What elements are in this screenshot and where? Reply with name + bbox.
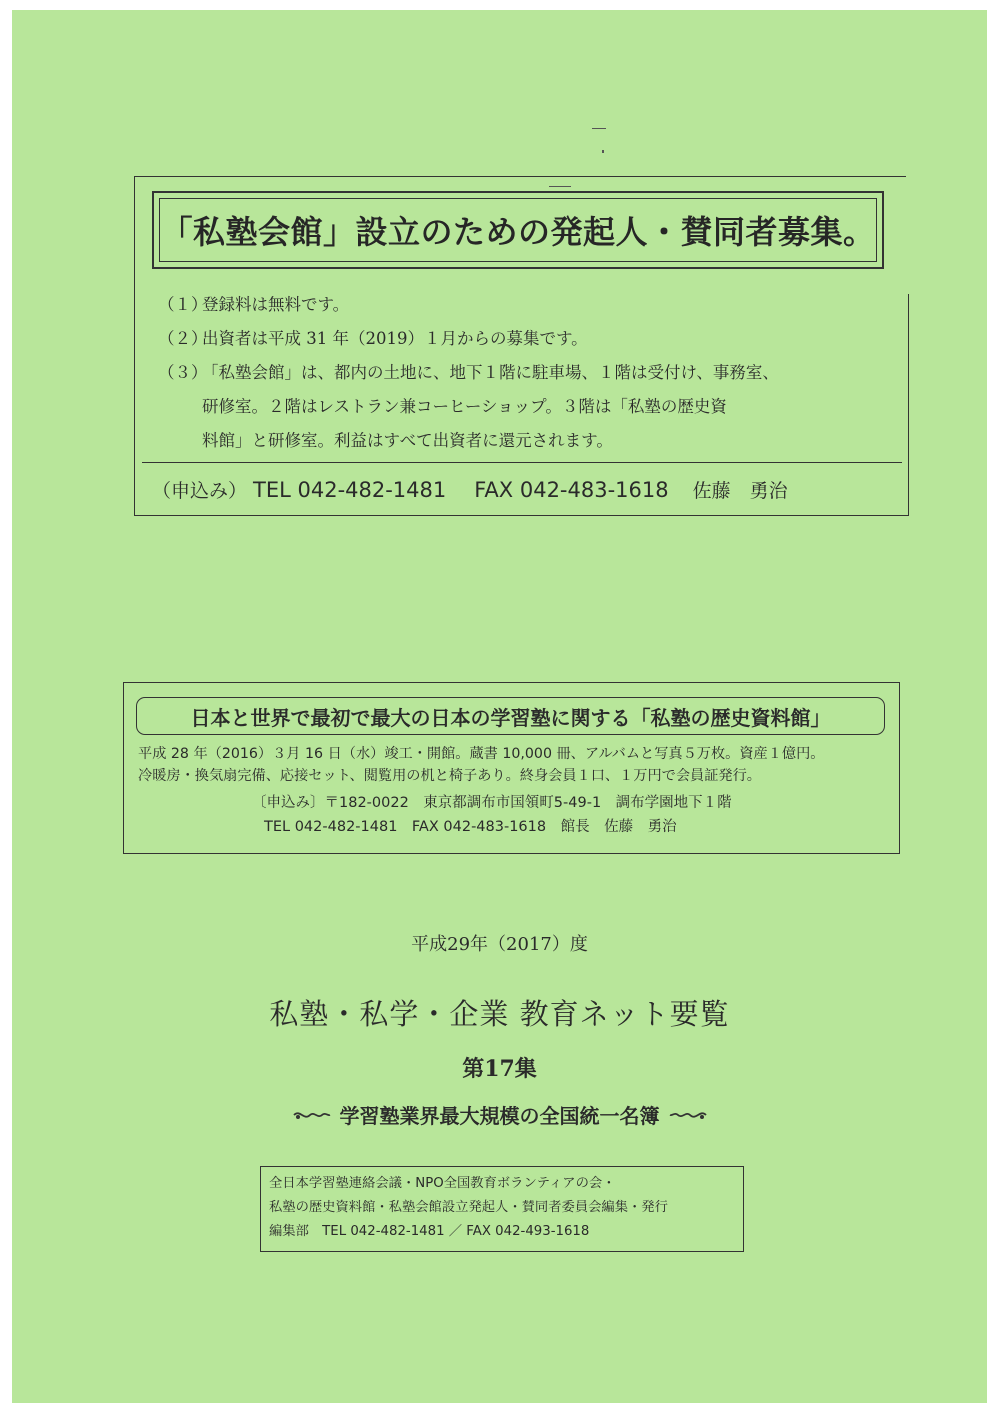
item-text bbox=[202, 322, 898, 356]
publisher-line: 全日本学習塾連絡会議・NPO全国教育ボランティアの会・ bbox=[269, 1176, 616, 1191]
recruitment-item bbox=[158, 356, 898, 458]
publisher-line: 私塾の歴史資料館・私塾会館設立発起人・賛同者委員会編集・発行 bbox=[269, 1200, 668, 1215]
contact-name: 佐藤 勇治 bbox=[692, 480, 788, 502]
item-line: 研修室。２階はレストラン兼コーヒーショップ。３階は「私塾の歴史資 bbox=[202, 397, 727, 416]
museum-box bbox=[123, 682, 900, 854]
item-line: 登録料は無料です。 bbox=[202, 295, 350, 314]
item-line: 料館」と研修室。利益はすべて出資者に還元されます。 bbox=[202, 431, 613, 450]
museum-contact bbox=[252, 791, 732, 839]
recruitment-box-right-border bbox=[908, 294, 909, 516]
publisher-box bbox=[260, 1166, 744, 1252]
subtitle-text: 学習塾業界最大規模の全国統一名簿 bbox=[339, 1104, 660, 1128]
item-number: （２） bbox=[158, 329, 208, 348]
contact-fax: FAX 042-483-1618 bbox=[474, 477, 669, 502]
publication-title: 私塾・私学・企業 教育ネット要覧 bbox=[269, 997, 730, 1031]
item-number: （１） bbox=[158, 295, 208, 314]
scan-mark bbox=[602, 150, 604, 153]
scan-mark bbox=[592, 128, 606, 129]
museum-contact-phone: TEL 042-482-1481 FAX 042-483-1618 館長 佐藤 勇治 bbox=[264, 819, 677, 835]
contact-label: （申込み） bbox=[152, 480, 248, 502]
right-flourish-icon bbox=[668, 1107, 708, 1123]
recruitment-items bbox=[158, 288, 898, 458]
museum-title: 日本と世界で最初で最大の日本の学習塾に関する「私塾の歴史資料館」 bbox=[190, 705, 831, 730]
recruitment-item bbox=[158, 322, 898, 356]
item-line: 「私塾会館」は、都内の土地に、地下１階に駐車場、１階は受付け、事務室、 bbox=[202, 363, 779, 382]
volume-number: 第17集 bbox=[462, 1056, 537, 1082]
left-flourish-icon bbox=[292, 1107, 332, 1123]
item-number: （３） bbox=[158, 363, 208, 382]
museum-title-frame bbox=[136, 697, 885, 735]
item-line: 出資者は平成 31 年（2019）１月からの募集です。 bbox=[202, 329, 588, 348]
museum-contact-address: 〔申込み〕〒182-0022 東京都調布市国領町5-49-1 調布学園地下１階 bbox=[252, 795, 732, 811]
contact-tel: TEL 042-482-1481 bbox=[253, 477, 447, 502]
recruitment-headline-frame bbox=[152, 191, 884, 269]
recruitment-item bbox=[158, 288, 898, 322]
recruitment-contact bbox=[142, 462, 902, 516]
scan-mark bbox=[549, 186, 571, 187]
recruitment-headline-inner-frame bbox=[159, 198, 877, 262]
publisher-contact: 編集部 TEL 042-482-1481 ／ FAX 042-493-1618 bbox=[269, 1224, 590, 1239]
edition-year: 平成29年（2017）度 bbox=[411, 934, 588, 955]
item-text bbox=[202, 356, 898, 458]
recruitment-box-top-border bbox=[134, 176, 906, 177]
museum-description bbox=[138, 743, 824, 787]
recruitment-box-left-border bbox=[134, 176, 135, 516]
museum-description-line: 平成 28 年（2016）３月 16 日（水）竣工・開館。蔵書 10,000 冊、アルバムと写真５万枚。資産１億円。 bbox=[138, 746, 825, 762]
document-page bbox=[12, 10, 987, 1403]
recruitment-headline: 「私塾会館」設立のための発起人・賛同者募集。 bbox=[160, 213, 876, 251]
publication-subtitle bbox=[12, 1100, 987, 1129]
museum-description-line: 冷暖房・換気扇完備、応接セット、閲覧用の机と椅子あり。終身会員１口、１万円で会員証発行。 bbox=[138, 768, 761, 784]
item-text bbox=[202, 288, 898, 322]
